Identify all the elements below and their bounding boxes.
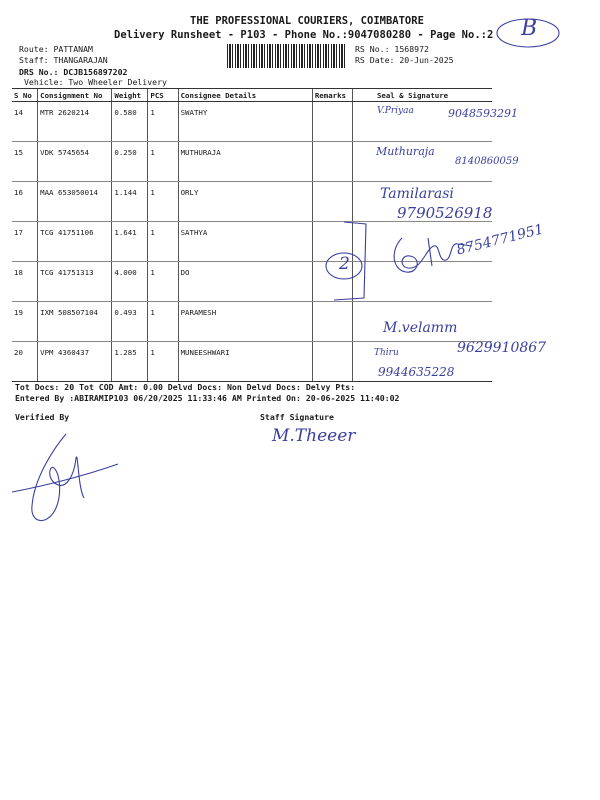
drs-number: DRS No.: DCJB156897202 — [19, 67, 128, 77]
col-consignment: Consignment No — [38, 89, 112, 102]
rs-date: RS Date: 20-Jun-2025 — [355, 55, 454, 65]
signature-phone-row-14: 9048593291 — [448, 107, 518, 120]
cell-weight: 0.250 — [112, 142, 148, 182]
rs-number: RS No.: 1568972 — [355, 44, 429, 54]
cell-sno: 15 — [12, 142, 38, 182]
cell-pcs: 1 — [148, 142, 178, 182]
cell-sno: 20 — [12, 342, 38, 382]
cell-consignee: SWATHY — [178, 102, 312, 142]
cell-remarks — [312, 342, 352, 382]
circled-letter: B — [521, 16, 538, 41]
cell-consignment: VDK 5745654 — [38, 142, 112, 182]
cell-remarks — [312, 102, 352, 142]
cell-consignment: IXM 508507104 — [38, 302, 112, 342]
cell-consignee: MUNEESHWARI — [178, 342, 312, 382]
staff-label: Staff: THANGARAJAN — [19, 55, 108, 65]
cell-pcs: 1 — [148, 262, 178, 302]
cell-sno: 17 — [12, 222, 38, 262]
signature-phone-row-20: 9629910867 — [457, 340, 547, 356]
signature-name-row-15: Muthuraja — [376, 145, 435, 158]
cell-consignee: SATHYA — [178, 222, 312, 262]
cell-pcs: 1 — [148, 302, 178, 342]
signature-extra-name: Thiru — [374, 348, 399, 358]
runsheet-subtitle: Delivery Runsheet - P103 - Phone No.:9047080280 - Page No.:2 — [114, 29, 494, 41]
cell-remarks — [312, 302, 352, 342]
cell-sno: 19 — [12, 302, 38, 342]
verified-by-label: Verified By — [15, 412, 70, 422]
cell-consignment: MAA 653050014 — [38, 182, 112, 222]
verified-signature — [4, 428, 124, 530]
cell-consignment: TCG 41751313 — [38, 262, 112, 302]
col-pcs: PCS — [148, 89, 178, 102]
cell-weight: 1.144 — [112, 182, 148, 222]
cell-weight: 0.580 — [112, 102, 148, 142]
cell-weight: 0.493 — [112, 302, 148, 342]
signature-extra-phone: 9944635228 — [378, 365, 455, 379]
cell-consignee: PARAMESH — [178, 302, 312, 342]
vehicle-label: Vehicle: Two Wheeler Delivery — [24, 77, 167, 87]
cell-pcs: 1 — [148, 182, 178, 222]
barcode — [227, 44, 347, 68]
cell-consignee: DO — [178, 262, 312, 302]
table-row — [12, 102, 492, 142]
cell-consignee: ORLY — [178, 182, 312, 222]
cell-remarks — [312, 142, 352, 182]
cell-pcs: 1 — [148, 102, 178, 142]
col-weight: Weight — [112, 89, 148, 102]
remarks-circled-number: 2 — [339, 254, 350, 274]
signature-phone-row-18: 8754771951 — [455, 221, 546, 259]
cell-sno: 18 — [12, 262, 38, 302]
signature-name-row-20: M.velamm — [383, 320, 458, 336]
signature-name-row-14: V.Priyaa — [377, 106, 414, 116]
signature-name-row-16: Tamilarasi — [380, 186, 454, 202]
entered-by-line: Entered By :ABIRAMIP103 06/20/2025 11:33:46 AM Printed On: 20-06-2025 11:40:02 — [15, 393, 400, 403]
cell-weight: 4.000 — [112, 262, 148, 302]
cell-consignment: MTR 2620214 — [38, 102, 112, 142]
cell-sno: 16 — [12, 182, 38, 222]
cell-consignment: TCG 41751106 — [38, 222, 112, 262]
totals-line: Tot Docs: 20 Tot COD Amt: 0.00 Delvd Docs: Non Delvd Docs: Delvy Pts: — [15, 382, 356, 392]
signature-phone-row-15: 8140860059 — [455, 156, 519, 167]
signature-phone-row-16: 9790526918 — [397, 204, 493, 222]
col-seal-signature: Seal & Signature — [352, 89, 492, 102]
cell-sno: 14 — [12, 102, 38, 142]
cell-weight: 1.285 — [112, 342, 148, 382]
table-header-row — [12, 89, 492, 102]
cell-pcs: 1 — [148, 342, 178, 382]
col-remarks: Remarks — [312, 89, 352, 102]
staff-signature-handwritten: M.Theeer — [272, 426, 356, 446]
route-label: Route: PATTANAM — [19, 44, 93, 54]
cell-pcs: 1 — [148, 222, 178, 262]
company-title: THE PROFESSIONAL COURIERS, COIMBATORE — [190, 15, 424, 27]
cell-remarks — [312, 182, 352, 222]
cell-weight: 1.641 — [112, 222, 148, 262]
staff-signature-label: Staff Signature — [260, 412, 334, 422]
cell-consignee: MUTHURAJA — [178, 142, 312, 182]
cell-consignment: VPM 4360437 — [38, 342, 112, 382]
col-sno: S No — [12, 89, 38, 102]
col-consignee: Consignee Details — [178, 89, 312, 102]
